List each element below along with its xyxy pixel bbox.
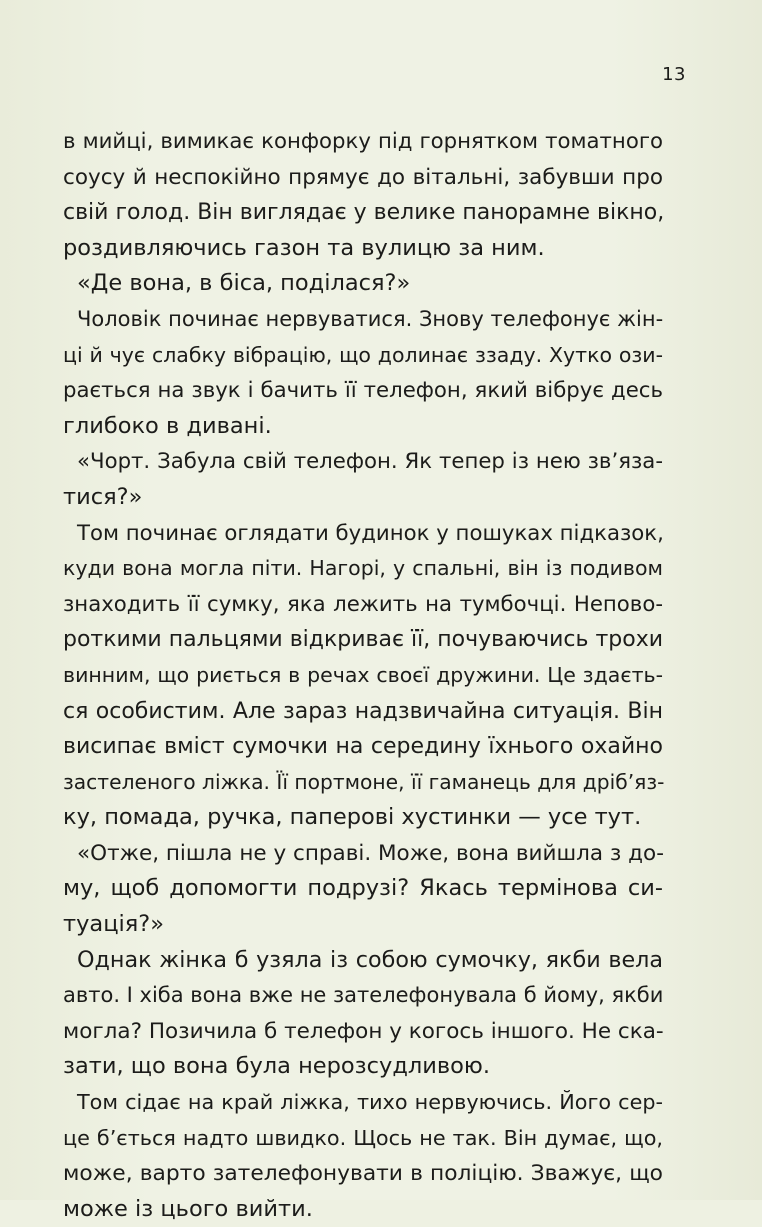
text-line: му, щоб допомогти подрузі? Якась термінова си- <box>63 875 663 902</box>
text-line: висипає вміст сумочки на середину їхнього охайно <box>63 734 663 760</box>
text-line: може із цього вийти. <box>63 1195 313 1222</box>
text-line: ся особистим. Але зараз надзвичайна ситуація. Він <box>63 698 663 724</box>
text-line: Чоловік починає нервуватися. Знову телефонує жін- <box>77 306 664 331</box>
page-number: 13 <box>662 64 686 85</box>
text-line: винним, що риється в речах своєї дружини. Це здаєть- <box>63 662 663 687</box>
text-line: Том сідає на край ліжка, тихо нервуючись. Його сер- <box>77 1090 663 1115</box>
body-text <box>63 124 663 1227</box>
text-line: соусу й неспокійно прямує до вітальні, забувши про <box>63 164 663 190</box>
text-line: авто. І хіба вона вже не зателефонувала б йому, якби <box>63 983 664 1008</box>
text-line: зати, що вона була нерозсудливою. <box>63 1053 491 1080</box>
text-line: туація?» <box>63 911 165 938</box>
text-line: знаходить її сумку, яка лежить на тумбочці. Непово- <box>63 591 663 617</box>
text-line: куди вона могла піти. Нагорі, у спальні, він із подивом <box>63 556 663 581</box>
text-line: ку, помада, ручка, паперові хустинки — усе тут. <box>63 804 642 831</box>
text-line: рається на звук і бачить її телефон, який вібрує десь <box>63 378 663 404</box>
text-line: застеленого ліжка. Її портмоне, її гаманець для дріб’яз- <box>63 769 665 794</box>
text-line: «Отже, пішла не у справі. Може, вона вийшла з до- <box>77 840 664 866</box>
text-line: «Де вона, в біса, поділася?» <box>77 270 411 297</box>
text-line: може, варто зателефонувати в поліцію. Зважує, що <box>63 1161 663 1187</box>
text-line: «Чорт. Забула свій телефон. Як тепер із нею зв’яза- <box>77 449 663 475</box>
text-line: ці й чує слабку вібрацію, що долинає ззаду. Хутко ози- <box>63 342 663 367</box>
text-line: в мийці, вимикає конфорку під горнятком томатного <box>63 129 663 154</box>
text-line: роткими пальцями відкриває її, почуваючись трохи <box>63 627 664 653</box>
text-line: роздивляючись газон та вулицю за ним. <box>63 234 545 261</box>
text-line: тися?» <box>63 483 143 510</box>
text-line: Однак жінка б узяла із собою сумочку, якби вела <box>77 946 663 973</box>
text-line: глибоко в дивані. <box>63 412 272 439</box>
text-line: свій голод. Він виглядає у велике панорамне вікно, <box>63 200 665 226</box>
text-line: Том починає оглядати будинок у пошуках підказок, <box>77 520 664 546</box>
text-line: це б’ється надто швидко. Щось не так. Він думає, що, <box>63 1125 663 1150</box>
text-line: могла? Позичила б телефон у когось іншого. Не ска- <box>63 1018 664 1044</box>
